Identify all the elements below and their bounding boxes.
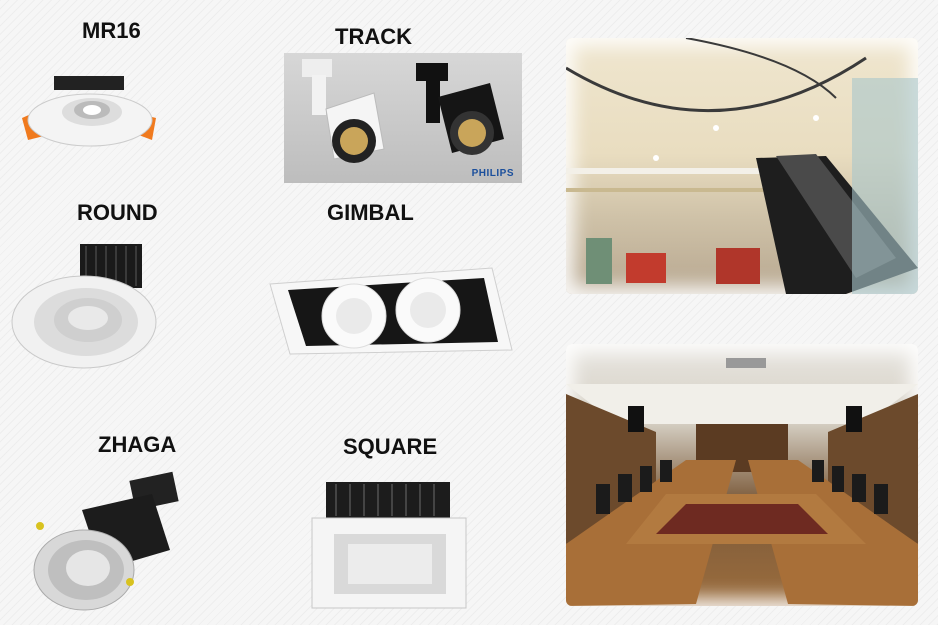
mr16-label: MR16 (82, 18, 141, 43)
conference-room-photo (566, 344, 918, 606)
philips-brand-text: PHILIPS (471, 168, 514, 179)
square-downlight-icon (308, 476, 470, 610)
track-spotlight-icon (284, 53, 522, 183)
square-label: SQUARE (343, 434, 438, 459)
zhaga-downlight-icon (22, 470, 192, 620)
mall-interior-icon (566, 38, 918, 294)
round-downlight-icon (8, 238, 166, 378)
track-label: TRACK (335, 24, 412, 49)
gimbal-double-light-icon (266, 258, 516, 358)
mr16-downlight-icon (14, 70, 164, 150)
track-light-photo (284, 53, 522, 183)
gimbal-label: GIMBAL (327, 200, 414, 225)
conference-room-icon (566, 344, 918, 606)
mall-escalator-photo (566, 38, 918, 294)
round-label: ROUND (77, 200, 158, 225)
zhaga-label: ZHAGA (98, 432, 177, 457)
